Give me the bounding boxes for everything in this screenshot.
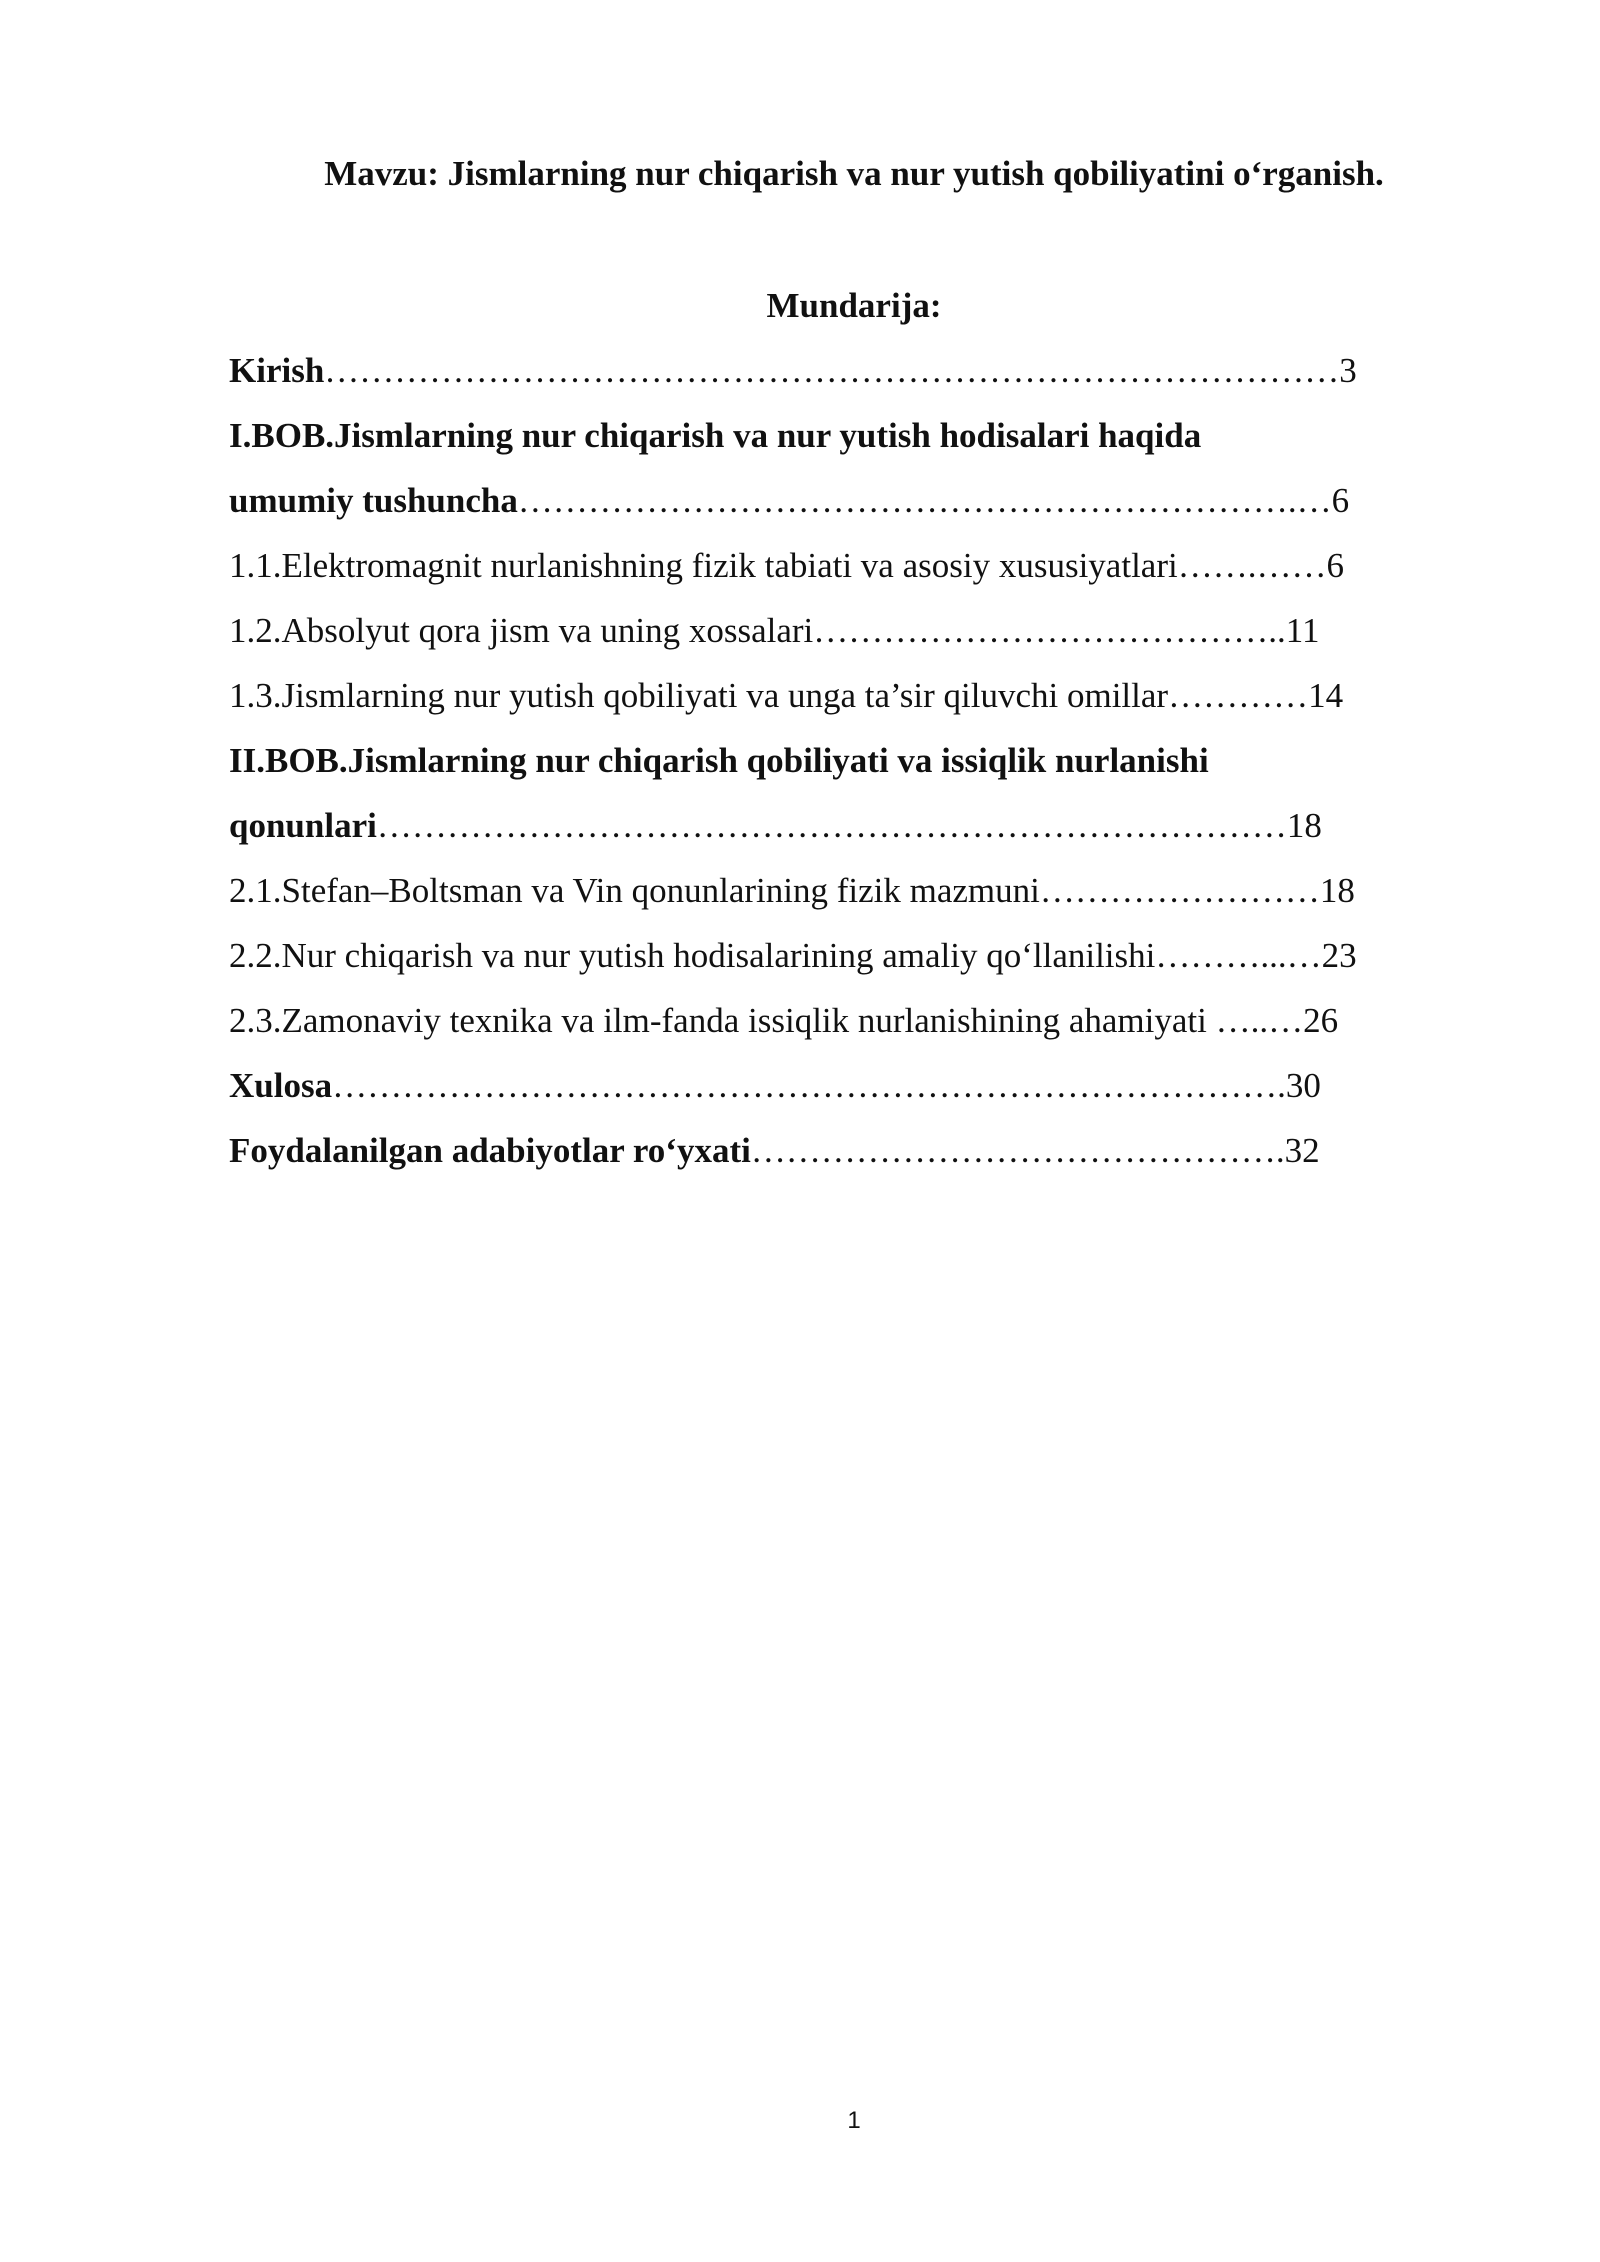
dot-leader: ………………………………………. bbox=[750, 1131, 1285, 1170]
toc-entry-chapter-2 bbox=[229, 737, 1446, 802]
toc-page-number: 18 bbox=[1286, 806, 1322, 845]
toc-entry-1-1 bbox=[229, 542, 1446, 607]
toc-entry-text: II.BOB.Jismlarning nur chiqarish qobiliyati va issiqlik nurlanishi bbox=[229, 741, 1209, 780]
toc-page-number: 23 bbox=[1321, 936, 1357, 975]
table-of-contents bbox=[229, 347, 1446, 1192]
dot-leader: ………………………………………………………………………. bbox=[332, 1066, 1286, 1105]
toc-entry-text: 1.3.Jismlarning nur yutish qobiliyati va unga ta’sir qiluvchi omillar bbox=[229, 676, 1169, 715]
toc-page-number: 26 bbox=[1303, 1001, 1339, 1040]
toc-entry-text: 2.3.Zamonaviy texnika va ilm-fanda issiqlik nurlanishining ahamiyati bbox=[229, 1001, 1216, 1040]
toc-page-number: 3 bbox=[1339, 351, 1357, 390]
page-number: 1 bbox=[847, 2107, 861, 2134]
toc-page-number: 18 bbox=[1319, 871, 1355, 910]
toc-page-number: 11 bbox=[1285, 611, 1320, 650]
toc-entry-text: Xulosa bbox=[229, 1066, 333, 1105]
toc-page-number: 30 bbox=[1285, 1066, 1321, 1105]
toc-entry-text: I.BOB.Jismlarning nur chiqarish va nur yutish hodisalari haqida bbox=[229, 416, 1202, 455]
dot-leader: …………………… bbox=[1039, 871, 1320, 910]
toc-entry-text: Kirish bbox=[229, 351, 325, 390]
toc-entry-chapter-1 bbox=[229, 412, 1446, 477]
toc-entry-text: 2.2.Nur chiqarish va nur yutish hodisalarining amaliy qo‘llanilishi bbox=[229, 936, 1156, 975]
toc-entry-text: 1.1.Elektromagnit nurlanishning fizik tabiati va asosiy xususiyatlari bbox=[229, 546, 1178, 585]
toc-entry-chapter-2-continued bbox=[229, 802, 1446, 867]
toc-page-number: 14 bbox=[1308, 676, 1344, 715]
toc-entry-text: 1.2.Absolyut qora jism va uning xossalari bbox=[229, 611, 814, 650]
toc-entry-2-3 bbox=[229, 997, 1446, 1062]
toc-page-number: 6 bbox=[1326, 546, 1344, 585]
page-title: Mavzu: Jismlarning nur chiqarish va nur yutish qobiliyatini o‘rganish. bbox=[324, 154, 1384, 193]
toc-entry-kirish bbox=[229, 347, 1446, 412]
dot-leader: ………………………………………………………….… bbox=[517, 481, 1332, 520]
toc-entry-1-2 bbox=[229, 607, 1446, 672]
dot-leader: ………………………………….. bbox=[813, 611, 1286, 650]
dot-leader: ………...… bbox=[1155, 936, 1322, 975]
toc-entry-text: qonunlari bbox=[229, 806, 377, 845]
toc-entry-1-3 bbox=[229, 672, 1446, 737]
dot-leader: …………………………………………………………………………… bbox=[324, 351, 1340, 390]
toc-entry-text: Foydalanilgan adabiyotlar ro‘yxati bbox=[229, 1131, 751, 1170]
dot-leader: …………………………………………………………………… bbox=[376, 806, 1287, 845]
toc-page-number: 32 bbox=[1284, 1131, 1320, 1170]
toc-entry-2-1 bbox=[229, 867, 1446, 932]
toc-entry-references bbox=[229, 1127, 1446, 1192]
dot-leader: …..… bbox=[1215, 1001, 1304, 1040]
dot-leader: …….…… bbox=[1177, 546, 1327, 585]
dot-leader: ………… bbox=[1168, 676, 1309, 715]
toc-entry-text: 2.1.Stefan–Boltsman va Vin qonunlarining fizik mazmuni bbox=[229, 871, 1040, 910]
toc-entry-chapter-1-continued bbox=[229, 477, 1446, 542]
toc-heading: Mundarija: bbox=[766, 286, 942, 325]
toc-entry-xulosa bbox=[229, 1062, 1446, 1127]
toc-entry-text: umumiy tushuncha bbox=[229, 481, 518, 520]
toc-page-number: 6 bbox=[1331, 481, 1350, 520]
toc-entry-2-2 bbox=[229, 932, 1446, 997]
